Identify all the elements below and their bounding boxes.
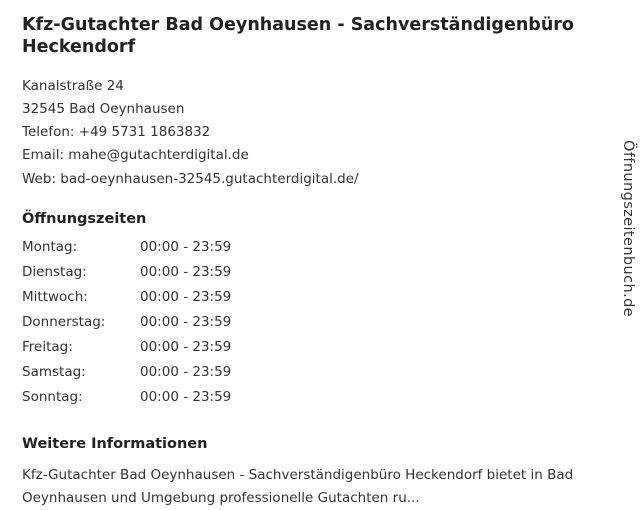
- hours-day: Freitag:: [22, 338, 73, 355]
- more-information-text: Kfz-Gutachter Bad Oeynhausen - Sachverständigenbüro Heckendorf bietet in Bad Oeynhausen und Umgebung professionelle Gutachten ru...: [22, 466, 574, 507]
- address-city: 32545 Bad Oeynhausen: [22, 101, 185, 117]
- table-row: [22, 364, 300, 389]
- hours-day: Mittwoch:: [22, 288, 88, 305]
- phone-line: Telefon: +49 5731 1863832: [22, 124, 211, 141]
- table-row: [22, 339, 300, 364]
- hours-time: 00:00 - 23:59: [140, 238, 232, 255]
- hours-time: 00:00 - 23:59: [140, 363, 232, 380]
- table-row: [22, 239, 300, 264]
- table-row: [22, 289, 300, 314]
- vertical-brand-label: Öffnungszeitenbuch.de: [620, 140, 636, 317]
- address-street: Kanalstraße 24: [22, 77, 124, 94]
- more-information-heading: Weitere Informationen: [22, 435, 208, 452]
- hours-day: Donnerstag:: [22, 313, 106, 330]
- hours-time: 00:00 - 23:59: [140, 388, 232, 405]
- table-row: [22, 314, 300, 339]
- page-title: Kfz-Gutachter Bad Oeynhausen - Sachverständigenbüro Heckendorf: [22, 15, 574, 58]
- hours-time: 00:00 - 23:59: [140, 263, 232, 280]
- hours-day: Montag:: [22, 238, 78, 255]
- hours-day: Sonntag:: [22, 388, 83, 405]
- opening-hours-heading: Öffnungszeiten: [22, 210, 147, 227]
- table-row: [22, 389, 300, 414]
- hours-day: Dienstag:: [22, 263, 87, 280]
- table-row: [22, 264, 300, 289]
- address-block: [22, 75, 618, 191]
- hours-time: 00:00 - 23:59: [140, 288, 232, 305]
- opening-hours-table: [22, 239, 300, 414]
- hours-time: 00:00 - 23:59: [140, 313, 232, 330]
- web-line: Web: bad-oeynhausen-32545.gutachterdigital.de/: [22, 170, 359, 187]
- hours-time: 00:00 - 23:59: [140, 338, 232, 355]
- hours-day: Samstag:: [22, 363, 86, 380]
- email-line: Email: mahe@gutachterdigital.de: [22, 147, 249, 164]
